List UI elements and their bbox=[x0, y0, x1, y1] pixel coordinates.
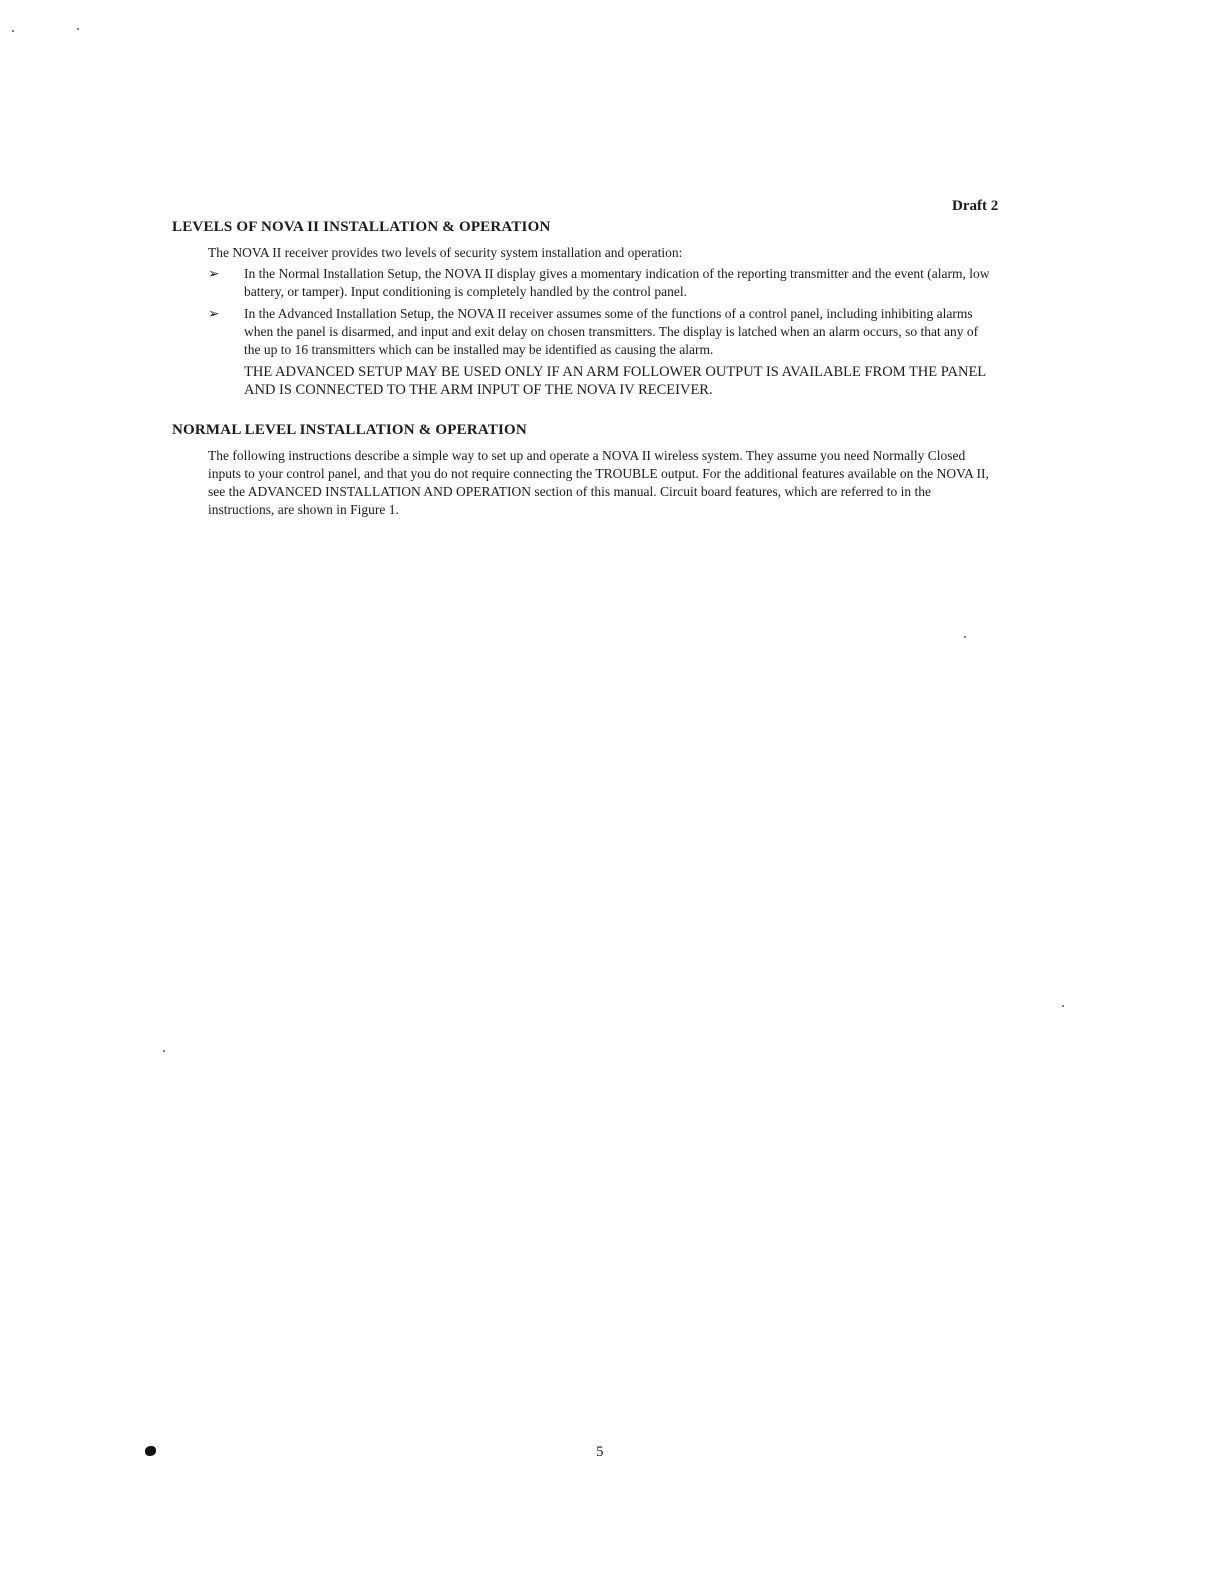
arrow-bullet-icon: ➢ bbox=[208, 266, 220, 281]
bullet-list bbox=[208, 265, 998, 399]
page-number: 5 bbox=[596, 1444, 604, 1460]
bullet-text: In the Normal Installation Setup, the NOVA II display gives a momentary indication of the reporting transmitter and the event (alarm, low battery, or tamper). Input conditioning is completely handled by the control panel. bbox=[244, 266, 990, 299]
section-heading-normal: NORMAL LEVEL INSTALLATION & OPERATION bbox=[172, 422, 527, 438]
scan-speck bbox=[964, 636, 966, 638]
scan-speck bbox=[12, 30, 14, 32]
advanced-setup-warning: THE ADVANCED SETUP MAY BE USED ONLY IF AN ARM FOLLOWER OUTPUT IS AVAILABLE FROM THE PANEL AND IS CONNECTED TO THE ARM INPUT OF THE NOVA IV RECEIVER. bbox=[244, 364, 986, 398]
scan-blot bbox=[145, 1446, 156, 1456]
bullet-item-advanced bbox=[208, 305, 998, 359]
bullet-item-normal bbox=[208, 265, 998, 301]
section-heading-levels: LEVELS OF NOVA II INSTALLATION & OPERATION bbox=[172, 219, 551, 235]
scan-speck bbox=[163, 1050, 165, 1052]
scan-speck bbox=[1062, 1005, 1064, 1007]
intro-paragraph: The NOVA II receiver provides two levels of security system installation and operation: bbox=[208, 245, 683, 260]
draft-label: Draft 2 bbox=[952, 198, 999, 214]
arrow-bullet-icon: ➢ bbox=[208, 306, 220, 321]
normal-instructions-paragraph: The following instructions describe a simple way to set up and operate a NOVA II wireless system. They assume you need Normally Closed inputs to your control panel, and that you do not require connecting the TROUBLE output. For the additional features available on the NOVA II, see the ADVANCED INSTALLATION AND OPERATION section of this manual. Circuit board features, which are referred to in the instructions, are shown in Figure 1. bbox=[208, 448, 989, 517]
bullet-text: In the Advanced Installation Setup, the NOVA II receiver assumes some of the functions of a control panel, including inhibiting alarms when the panel is disarmed, and input and exit delay on chosen transmitters. The display is latched when an alarm occurs, so that any of the up to 16 transmitters which can be installed may be identified as causing the alarm. bbox=[244, 306, 979, 357]
scan-speck bbox=[77, 28, 79, 30]
